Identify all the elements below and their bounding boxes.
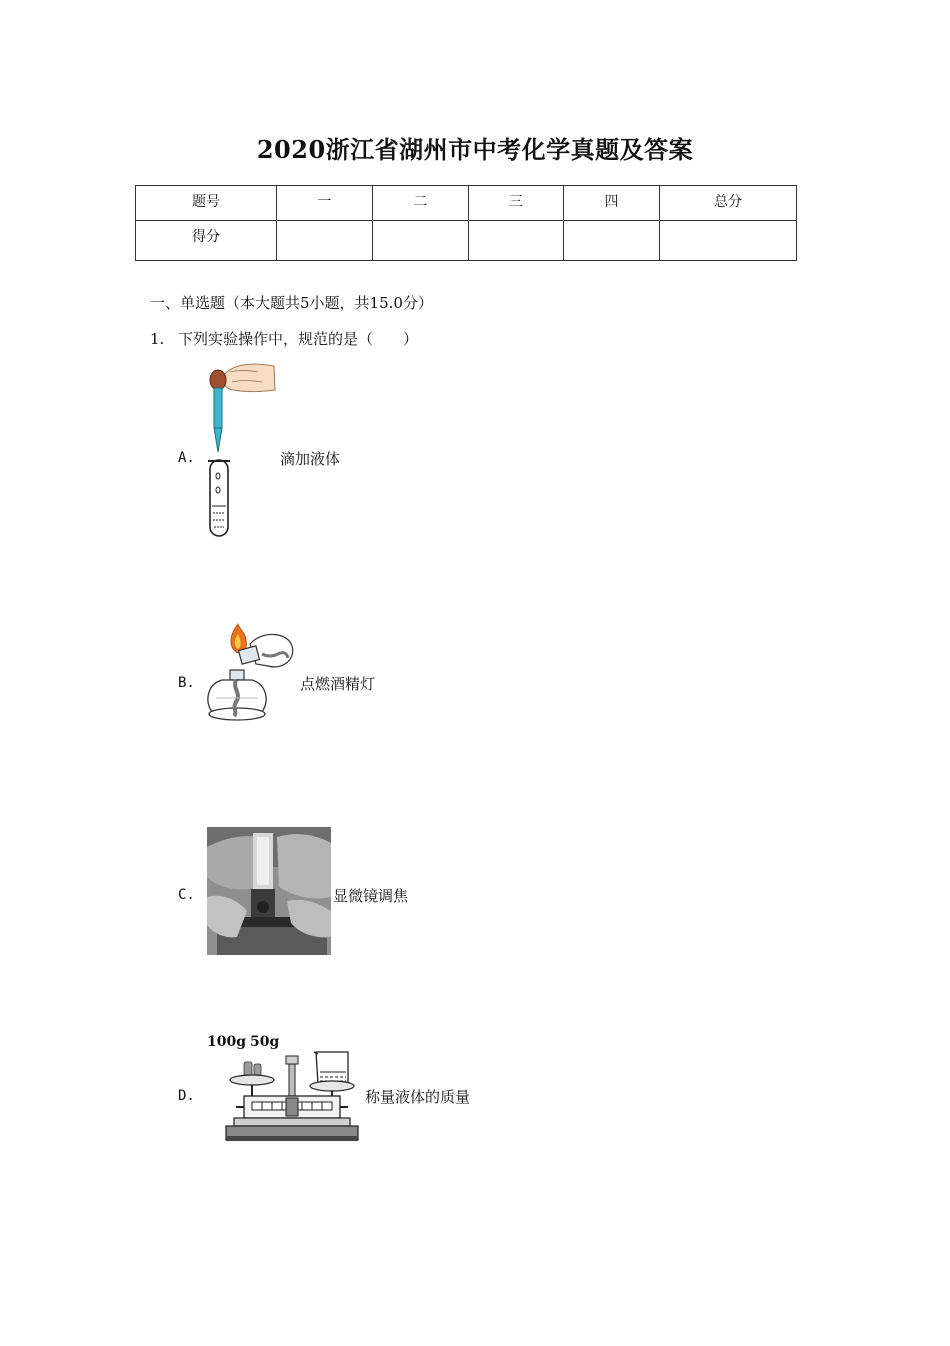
score-cell[interactable] bbox=[469, 221, 564, 261]
weight-label-100g: 100g bbox=[207, 1034, 247, 1050]
score-cell[interactable] bbox=[373, 221, 469, 261]
score-table-score-row bbox=[136, 221, 797, 261]
option-d-letter: D. bbox=[178, 1088, 195, 1104]
score-cell[interactable] bbox=[564, 221, 660, 261]
option-a-text: 滴加液体 bbox=[280, 450, 341, 468]
section-heading: 一、单选题（本大题共5小题，共15.0分） bbox=[150, 294, 433, 312]
score-cell[interactable] bbox=[277, 221, 373, 261]
balance-scale-illustration bbox=[222, 1050, 362, 1144]
option-c-text: 显微镜调焦 bbox=[333, 887, 409, 905]
microscope-photo bbox=[207, 827, 331, 955]
option-d-text: 称量液体的质量 bbox=[365, 1088, 471, 1106]
option-b-text: 点燃酒精灯 bbox=[300, 675, 376, 693]
score-cell[interactable] bbox=[660, 221, 797, 261]
score-header-cell: 四 bbox=[564, 186, 660, 221]
page-title: 2020浙江省湖州市中考化学真题及答案 bbox=[256, 135, 694, 164]
option-a-letter: A. bbox=[178, 450, 195, 466]
score-row-label: 得分 bbox=[136, 221, 277, 261]
weight-label-50g: 50g bbox=[250, 1034, 280, 1050]
option-c-letter: C. bbox=[178, 887, 195, 903]
alcohol-lamp-illustration bbox=[200, 618, 300, 726]
score-header-cell: 题号 bbox=[136, 186, 277, 221]
score-header-cell: 三 bbox=[469, 186, 564, 221]
question-number: 1. bbox=[150, 330, 165, 348]
score-table bbox=[135, 185, 797, 261]
option-b-letter: B. bbox=[178, 675, 195, 691]
score-header-cell: 一 bbox=[277, 186, 373, 221]
question-text: 下列实验操作中，规范的是（ ） bbox=[178, 330, 419, 348]
dropper-test-tube-illustration bbox=[200, 360, 280, 542]
question-stem bbox=[150, 328, 418, 349]
score-header-cell: 二 bbox=[373, 186, 469, 221]
score-table-header-row bbox=[136, 186, 797, 221]
score-header-cell: 总分 bbox=[660, 186, 797, 221]
